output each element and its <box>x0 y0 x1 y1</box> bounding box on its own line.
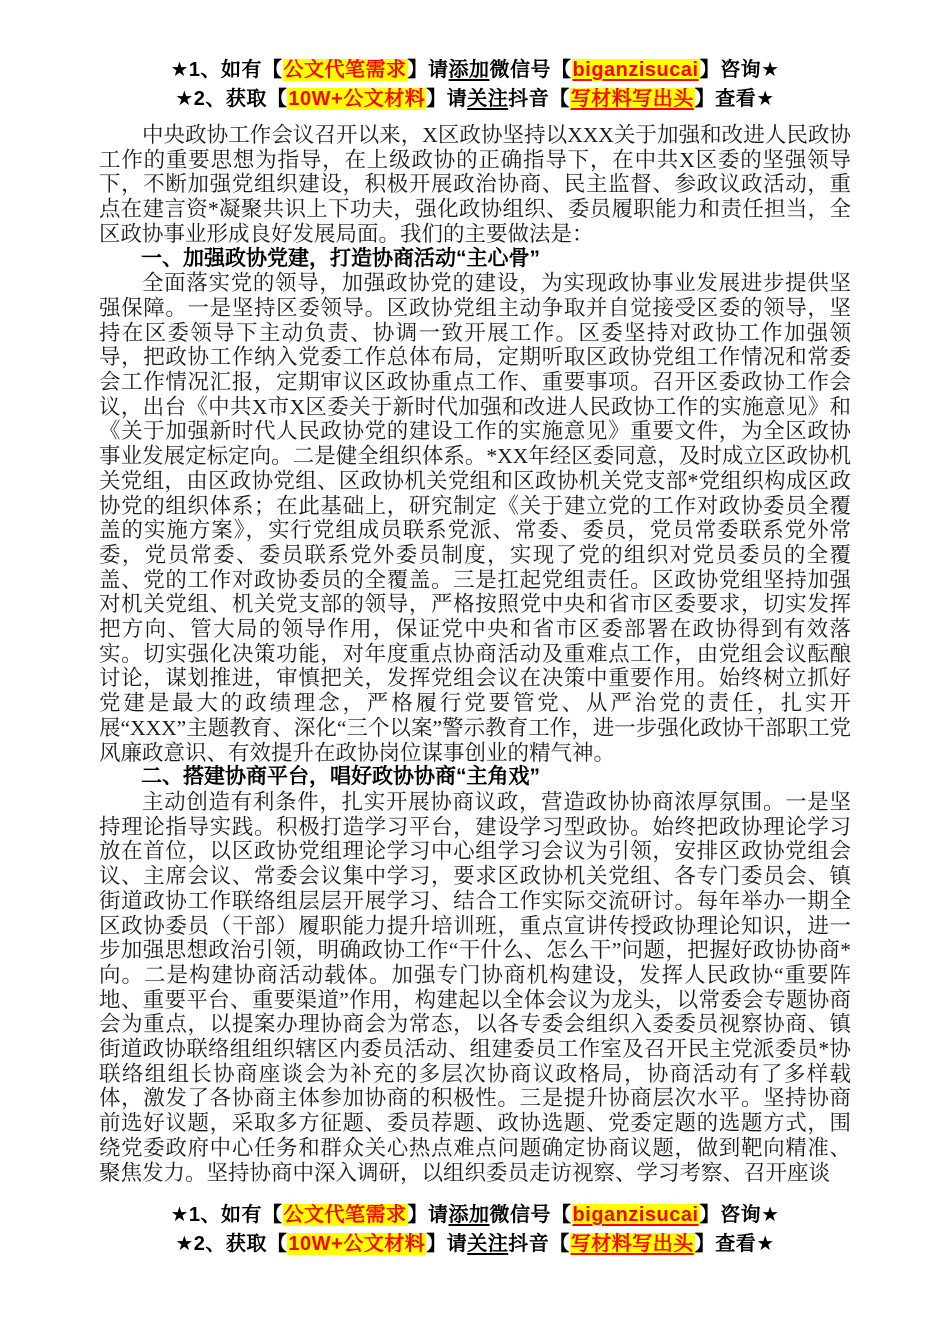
promo-banner-top-line-1 <box>0 56 950 85</box>
banner-text: 微信号【 <box>489 1204 572 1227</box>
banner-text: ★1、如有【 <box>170 59 283 81</box>
promo-banner-top-line-2 <box>0 85 950 114</box>
banner-text: 】请 <box>426 1233 468 1256</box>
banner-text: 抖音【 <box>508 88 570 110</box>
banner-douyin-id: 写材料写出头 <box>570 88 694 110</box>
banner-text: ★2、获取【 <box>175 88 288 110</box>
banner-highlight-service: 公文代笔需求 <box>283 59 407 81</box>
document-body <box>99 123 851 1185</box>
promo-banner-bottom-line-1 <box>0 1201 950 1230</box>
banner-text: 抖音【 <box>508 1233 570 1256</box>
banner-underline-follow: 关注 <box>467 1233 509 1256</box>
banner-text: 】请 <box>407 59 449 81</box>
banner-text: 】查看★ <box>694 1233 775 1256</box>
banner-text: 】请 <box>407 1204 449 1227</box>
banner-underline-follow: 关注 <box>467 88 509 110</box>
banner-highlight-materials: 10W+公文材料 <box>288 88 426 110</box>
banner-wechat-id: biganzisucai <box>572 1204 699 1227</box>
banner-text: 】查看★ <box>694 88 775 110</box>
promo-banner-bottom <box>0 1201 950 1259</box>
banner-text: ★1、如有【 <box>170 1204 283 1227</box>
banner-wechat-id: biganzisucai <box>572 59 699 81</box>
banner-text: 】咨询★ <box>699 59 780 81</box>
banner-highlight-service: 公文代笔需求 <box>283 1204 407 1227</box>
promo-banner-top <box>0 0 950 114</box>
section-1-paragraph: 全面落实党的领导，加强政协党的建设，为实现政协事业发展进步提供坚强保障。一是坚持区委领导。区政协党组主动争取并自觉接受区委的领导，坚持在区委领导下主动负责、协调一致开展工作。区委坚持对政协工作加强领导，把政协工作纳入党委工作总体布局，定期听取区政协党组工作情况和常委会工作情况汇报，定期审议区政协重点工作、重要事项。召开区委政协工作会议，出台《中共X市X区委关于新时代加强和改进人民政协工作的实施意见》和《关于加强新时代人民政协党的建设工作的实施意见》重要文件，为全区政协事业发展定标定向。二是健全组织体系。*XX年经区委同意，及时成立区政协机关党组，由区政协党组、区政协机关党组和区政协机关党支部*党组织构成区政协党的组织体系；在此基础上，研究制定《关于建立党的工作对政协委员全覆盖的实施方案》，实行党组成员联系党派、常委、委员，党员常委联系党外常委，党员常委、委员联系党外委员制度，实现了党的组织对党员委员的全覆盖、党的工作对政协委员的全覆盖。三是扛起党组责任。区政协党组坚持加强对机关党组、机关党支部的领导，严格按照党中央和省市区委要求，切实发挥把方向、管大局的领导作用，保证党中央和省市区委部署在政协得到有效落实。切实强化决策功能，对年度重点协商活动及重难点工作，由党组会议酝酿讨论，谋划推进，审慎把关，发挥党组会议在决策中重要作用。始终树立抓好党建是最大的政绩理念，严格履行党要管党、从严治党的责任，扎实开展“XXX”主题教育、深化“三个以案”警示教育工作，进一步强化政协干部职工党风廉政意识、有效提升在政协岗位谋事创业的精气神。 <box>99 271 851 765</box>
banner-douyin-id: 写材料写出头 <box>570 1233 694 1256</box>
banner-text: 】咨询★ <box>699 1204 780 1227</box>
banner-text: ★2、获取【 <box>175 1233 288 1256</box>
banner-highlight-materials: 10W+公文材料 <box>288 1233 426 1256</box>
section-2-paragraph: 主动创造有利条件，扎实开展协商议政，营造政协协商浓厚氛围。一是坚持理论指导实践。积极打造学习平台，建设学习型政协。始终把政协理论学习放在首位，以区政协党组理论学习中心组学习会议为引领，安排区政协党组会议、主席会议、常委会议集中学习，要求区政协机关党组、各专门委员会、镇街道政协工作联络组层层开展学习、结合工作实际交流研讨。每年举办一期全区政协委员（干部）履职能力提升培训班，重点宣讲传授政协理论知识，进一步加强思想政治引领，明确政协工作“干什么、怎么干”问题，把握好政协协商*向。二是构建协商活动载体。加强专门协商机构建设，发挥人民政协“重要阵地、重要平台、重要渠道”作用，构建起以全体会议为龙头，以常委会专题协商会为重点，以提案办理协商会为常态，以各专委会组织入委委员视察协商、镇街道政协联络组组织辖区内委员活动、组建委员工作室及召开民主党派委员*协联络组组长协商座谈会为补充的多层次协商议政格局，协商活动有了多样载体，激发了各协商主体参加协商的积极性。三是提升协商层次水平。坚持协商前选好议题，采取多方征题、委员荐题、政协选题、党委定题的选题方式，围绕党委政府中心任务和群众关心热点难点问题确定协商议题，做到靶向精准、聚焦发力。坚持协商中深入调研，以组织委员走访视察、学习考察、召开座谈 <box>99 789 851 1185</box>
intro-paragraph: 中央政协工作会议召开以来，X区政协坚持以XXX关于加强和改进人民政协工作的重要思想为指导，在上级政协的正确指导下，在中共X区委的坚强领导下，不断加强党组织建设，积极开展政治协商、民主监督、参政议政活动，重点在建言资*凝聚共识上下功夫，强化政协组织、委员履职能力和责任担当，全区政协事业形成良好发展局面。我们的主要做法是： <box>99 123 851 246</box>
banner-text: 】请 <box>426 88 468 110</box>
banner-text: 微信号【 <box>489 59 572 81</box>
banner-underline-add: 添加 <box>448 59 490 81</box>
section-heading-1: 一、加强政协党建，打造协商活动“主心骨” <box>141 246 540 270</box>
section-heading-2: 二、搭建协商平台，唱好政协协商“主角戏” <box>141 765 540 789</box>
promo-banner-bottom-line-2 <box>0 1230 950 1259</box>
banner-underline-add: 添加 <box>448 1204 490 1227</box>
